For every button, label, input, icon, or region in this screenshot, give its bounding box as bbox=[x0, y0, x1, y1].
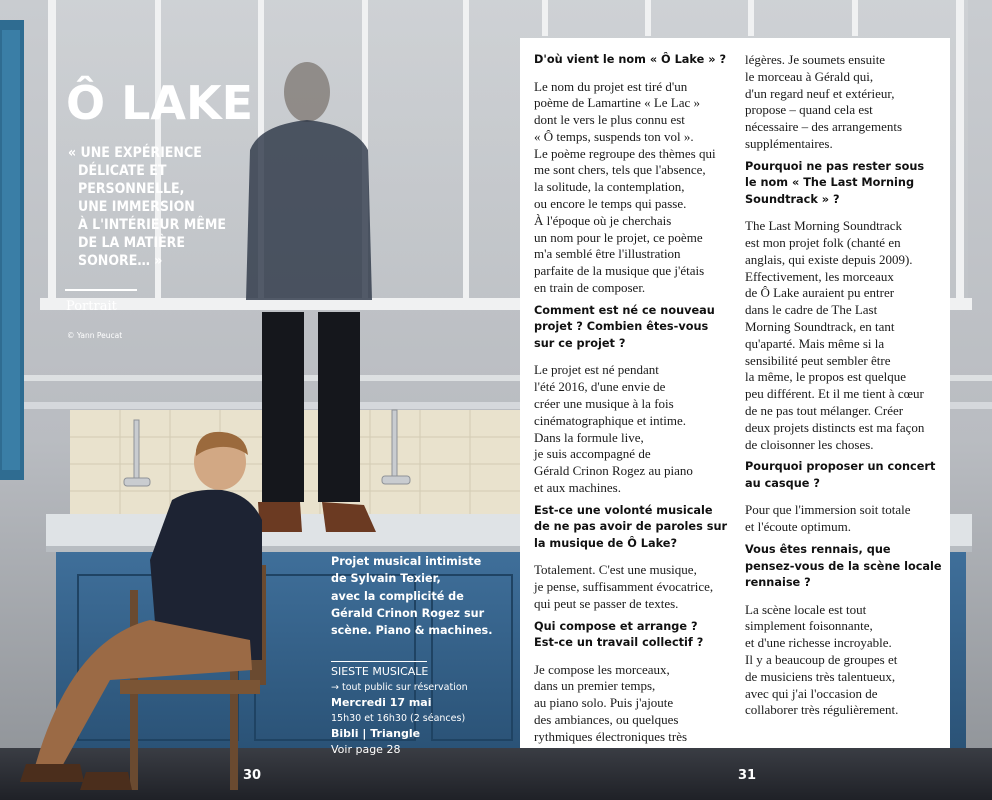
event-date: Mercredi 17 mai bbox=[331, 696, 432, 709]
interview-question bbox=[534, 52, 729, 69]
interview-answer bbox=[534, 362, 729, 496]
answer-line: À l'époque où je cherchais bbox=[534, 212, 672, 228]
interview-answer bbox=[745, 602, 940, 720]
interview-panel bbox=[520, 38, 950, 748]
project-caption bbox=[331, 553, 491, 639]
question-line: rennaise ? bbox=[745, 576, 811, 590]
question-line: de ne pas avoir de paroles sur bbox=[534, 520, 728, 534]
question-line: D'où vient le nom « Ô Lake » ? bbox=[534, 53, 726, 66]
answer-line: me sont chers, tels que l'absence, bbox=[534, 162, 706, 178]
answer-line: « Ô temps, suspends ton vol ». bbox=[534, 128, 694, 144]
answer-line: Il y a beaucoup de groupes et bbox=[745, 651, 898, 667]
interview-column-left bbox=[534, 52, 729, 752]
interview-column-right bbox=[745, 52, 940, 725]
pull-quote bbox=[68, 144, 268, 270]
answer-line: The Last Morning Soundtrack bbox=[745, 218, 903, 234]
answer-line: Le poème regroupe des thèmes qui bbox=[534, 145, 716, 161]
interview-question bbox=[534, 619, 729, 652]
answer-line: peu différent. Et il me tient à cœur bbox=[745, 386, 924, 402]
interview-answer bbox=[534, 562, 729, 612]
question-line: Soundtrack » ? bbox=[745, 192, 840, 206]
answer-line: de ne pas tout mélanger. Créer bbox=[745, 403, 904, 419]
answer-line: nécessaire – des arrangements bbox=[745, 119, 903, 135]
event-divider bbox=[331, 661, 427, 662]
caption-line: avec la complicité de bbox=[331, 589, 464, 603]
answer-line: collaborer très régulièrement. bbox=[745, 702, 899, 718]
answer-line: Totalement. C'est une musique, bbox=[534, 562, 697, 578]
answer-line: et d'une richesse incroyable. bbox=[745, 635, 892, 651]
interview-answer bbox=[534, 79, 729, 297]
section-divider bbox=[65, 289, 137, 291]
answer-line: Dans la formule live, bbox=[534, 429, 644, 445]
answer-line: l'été 2016, d'une envie de bbox=[534, 379, 666, 395]
question-line: pensez-vous de la scène locale bbox=[745, 559, 942, 573]
question-line: Est-ce une volonté musicale bbox=[534, 503, 713, 517]
pull-quote-line: PERSONNELLE, bbox=[78, 181, 185, 197]
answer-line: ou encore le temps qui passe. bbox=[534, 196, 687, 212]
answer-line: deux projets distincts est ma façon bbox=[745, 419, 925, 435]
answer-line: Pour que l'immersion soit totale bbox=[745, 502, 911, 518]
interview-question bbox=[534, 303, 729, 353]
answer-line: Le projet est né pendant bbox=[534, 362, 659, 378]
question-line: la musique de Ô Lake? bbox=[534, 536, 678, 550]
answer-line: m'a semblé être l'illustration bbox=[534, 246, 681, 262]
answer-line: et l'écoute optimum. bbox=[745, 519, 851, 535]
caption-line: Gérald Crinon Rogez sur bbox=[331, 606, 485, 620]
pull-quote-line: DE LA MATIÈRE bbox=[78, 235, 185, 251]
answer-line: Je compose les morceaux, bbox=[534, 661, 670, 677]
pull-quote-line: SONORE… » bbox=[78, 253, 163, 269]
answer-line: la solitude, la contemplation, bbox=[534, 179, 685, 195]
answer-line: Le nom du projet est tiré d'un bbox=[534, 78, 688, 94]
answer-line: simplement foisonnante, bbox=[745, 618, 873, 634]
interview-answer bbox=[745, 502, 940, 536]
section-label: Portrait bbox=[66, 299, 117, 314]
page-number-right: 31 bbox=[738, 768, 757, 783]
answer-line: poème de Lamartine « Le Lac » bbox=[534, 95, 701, 111]
answer-line: le morceau à Gérald qui, bbox=[745, 68, 874, 84]
caption-line: scène. Piano & machines. bbox=[331, 624, 493, 638]
answer-line: parfaite de la musique que j'étais bbox=[534, 263, 705, 279]
answer-line: Gérald Crinon Rogez au piano bbox=[534, 463, 693, 479]
interview-question bbox=[745, 542, 940, 592]
answer-line: de cloisonner les choses. bbox=[745, 436, 874, 452]
question-line: Pourquoi proposer un concert bbox=[745, 460, 936, 474]
answer-line: rythmiques électroniques très bbox=[534, 728, 688, 744]
interview-question bbox=[745, 159, 940, 209]
answer-line: supplémentaires. bbox=[745, 135, 833, 151]
question-line: Est-ce un travail collectif ? bbox=[534, 636, 704, 650]
answer-line: avec qui j'ai l'occasion de bbox=[745, 685, 878, 701]
answer-line: la même, le propos est quelque bbox=[745, 369, 907, 385]
question-line: Comment est né ce nouveau bbox=[534, 303, 715, 317]
question-line: projet ? Combien êtes-vous bbox=[534, 320, 709, 334]
answer-line: d'un regard neuf et extérieur, bbox=[745, 85, 895, 101]
answer-line: légères. Je soumets ensuite bbox=[745, 52, 886, 67]
answer-line: sensibilité peut sembler être bbox=[745, 352, 891, 368]
question-line: Vous êtes rennais, que bbox=[745, 543, 891, 557]
answer-line: un nom pour le projet, ce poème bbox=[534, 229, 703, 245]
answer-line: cinématographique et intime. bbox=[534, 412, 686, 428]
answer-line: des ambiances, ou quelques bbox=[534, 712, 679, 728]
answer-line: anglais, qui existe depuis 2009). bbox=[745, 251, 913, 267]
question-line: au casque ? bbox=[745, 476, 820, 490]
event-venue: Bibli | Triangle bbox=[331, 727, 421, 740]
photo-credit: © Yann Peucat bbox=[67, 331, 123, 340]
answer-line: de Ô Lake auraient pu entrer bbox=[745, 285, 895, 301]
answer-line: de musiciens très talentueux, bbox=[745, 668, 896, 684]
question-line: Qui compose et arrange ? bbox=[534, 619, 698, 633]
answer-line: La scène locale est tout bbox=[745, 601, 867, 617]
event-times: 15h30 et 16h30 (2 séances) bbox=[331, 712, 466, 724]
event-name: SIESTE MUSICALE bbox=[331, 665, 429, 678]
question-line: Pourquoi ne pas rester sous bbox=[745, 159, 925, 173]
see-page-link[interactable]: Voir page 28 bbox=[331, 742, 401, 756]
answer-line: dans un premier temps, bbox=[534, 678, 656, 694]
answer-line: je pense, suffisamment évocatrice, bbox=[534, 579, 714, 595]
answer-line: je suis accompagné de bbox=[534, 446, 651, 462]
caption-line: Projet musical intimiste bbox=[331, 555, 482, 568]
answer-line: dans le cadre de The Last bbox=[745, 302, 878, 318]
answer-line: Morning Soundtrack, en tant bbox=[745, 319, 895, 335]
interview-question bbox=[745, 459, 940, 492]
caption-line: de Sylvain Texier, bbox=[331, 572, 441, 586]
interview-question bbox=[534, 503, 729, 553]
answer-line: est mon projet folk (chanté en bbox=[745, 235, 901, 251]
interview-answer bbox=[745, 52, 940, 153]
answer-line: propose – quand cela est bbox=[745, 102, 873, 118]
question-line: sur ce projet ? bbox=[534, 336, 626, 350]
answer-line: dont le vers le plus connu est bbox=[534, 112, 685, 128]
event-info bbox=[331, 664, 468, 757]
interview-answer bbox=[745, 218, 940, 453]
answer-line: créer une musique à la fois bbox=[534, 395, 674, 411]
answer-line: en train de composer. bbox=[534, 280, 646, 296]
pull-quote-line: UNE IMMERSION bbox=[78, 199, 195, 215]
answer-line: et aux machines. bbox=[534, 479, 621, 495]
page-title: Ô LAKE bbox=[66, 76, 254, 130]
interview-answer bbox=[534, 662, 729, 746]
answer-line: qui peut se passer de textes. bbox=[534, 595, 679, 611]
answer-line: Effectivement, les morceaux bbox=[745, 268, 894, 284]
pull-quote-line: DÉLICATE ET bbox=[78, 163, 167, 179]
answer-line: au piano solo. Puis j'ajoute bbox=[534, 695, 674, 711]
answer-line: qu'aparté. Mais même si la bbox=[745, 335, 885, 351]
page-number-left: 30 bbox=[243, 768, 262, 783]
pull-quote-line: « UNE EXPÉRIENCE bbox=[68, 145, 202, 161]
pull-quote-line: À L'INTÉRIEUR MÊME bbox=[78, 217, 227, 233]
event-audience: → tout public sur réservation bbox=[331, 681, 468, 693]
question-line: le nom « The Last Morning bbox=[745, 176, 915, 190]
